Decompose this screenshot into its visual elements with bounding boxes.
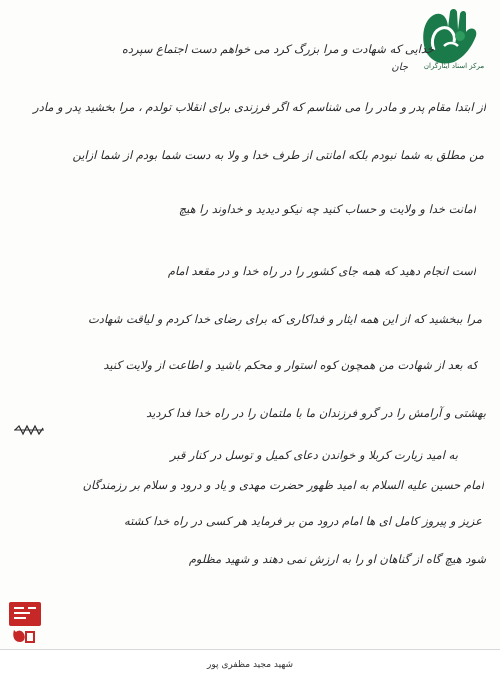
- logo-caption: مرکز اسناد ایثارگران: [423, 62, 485, 70]
- crossed-out-scribble: [14, 424, 44, 436]
- letter-line: است انجام دهید که همه جای کشور را در راه خدا و در مقعد امام: [167, 264, 476, 278]
- letter-line: مرا ببخشید که از این همه ایثار و فداکاری که برای رضای خدا کردم و لیاقت شهادت: [87, 312, 482, 326]
- letter-line: امانت خدا و ولایت و حساب کنید چه نیکو دیدید و خداوند را هیچ: [178, 202, 476, 216]
- letter-line: که بعد از شهادت من همچون کوه استوار و محکم باشید و اطاعت از ولایت کنید: [103, 358, 478, 372]
- letter-line: عزیز و پیروز کامل ای ها امام درود من بر فرماید هر کسی در راه خدا کشته: [124, 514, 482, 528]
- martyrs-archive-logo: [414, 6, 494, 70]
- letter-line: شود هیچ گاه از گناهان او را به ارزش نمی دهند و شهید مظلوم: [188, 552, 486, 566]
- letter-line: خدایی که شهادت و مرا بزرگ کرد می خواهم دست اجتماع سپرده: [121, 42, 434, 56]
- footer-bar: [0, 649, 500, 684]
- letter-line: من مطلق به شما نبودم بلکه امانتی از طرف خدا و ولا به دست شما بودم از شما ازاین: [72, 148, 484, 162]
- red-stamp-icon: [6, 600, 44, 644]
- letter-line: جان: [391, 62, 408, 73]
- letter-line: امام حسین علیه السلام به امید ظهور حضرت مهدی و یاد و درود و سلام بر رزمندگان: [82, 478, 484, 492]
- letter-line: بهشتی و آرامش را در گرو فرزندان ما با ملتمان را در راه خدا فدا کردید: [146, 406, 486, 420]
- letter-line: از ابتدا مقام پدر و مادر را می شناسم که اگر فرزندی برای انقلاب تولدم ، مرا بخشید پدر و مادر: [33, 100, 486, 114]
- letter-line: به امید زیارت کربلا و خواندن دعای کمیل و توسل در کنار قبر: [170, 448, 458, 462]
- martyr-name-caption: شهید مجید مظفری پور: [206, 660, 294, 670]
